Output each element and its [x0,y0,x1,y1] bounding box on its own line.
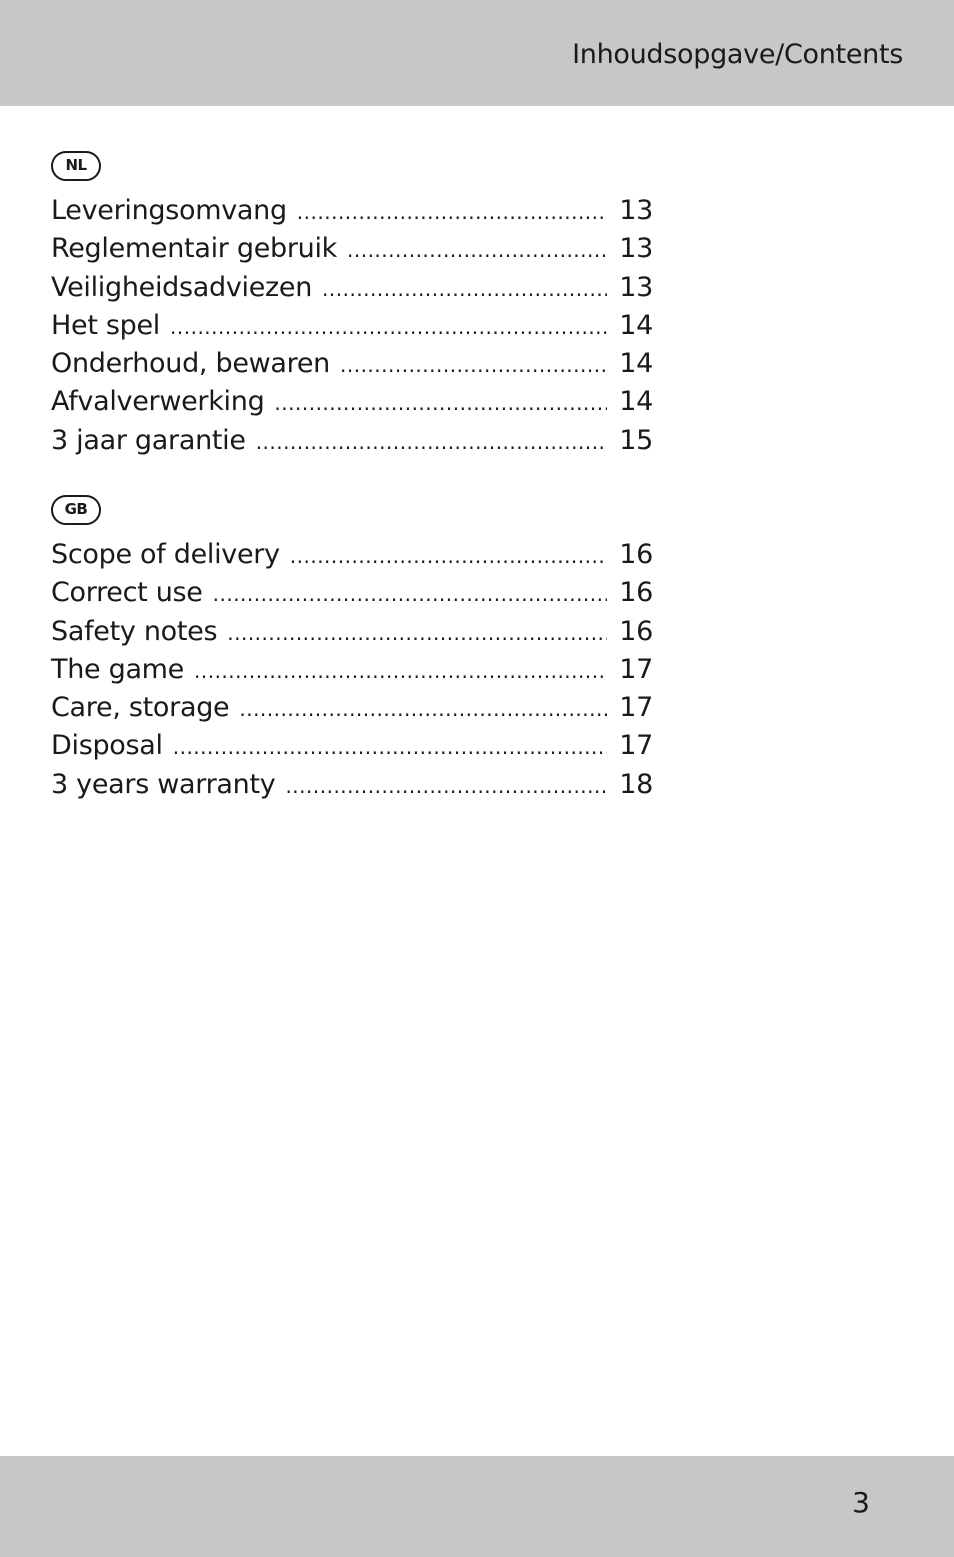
toc-entry-label: 3 jaar garantie [51,424,246,456]
toc-entry-page: 15 [619,424,653,456]
toc-entry-label: The game [51,653,184,685]
toc-dot-leader [347,231,607,269]
toc-dot-leader [274,384,607,422]
toc-entry-label: Correct use [51,577,203,609]
toc-entry-page: 13 [619,271,653,303]
toc-entry-page: 16 [619,577,653,609]
language-badge-gb: GB [51,495,101,525]
toc-entry-label: Safety notes [51,615,218,647]
toc-entry[interactable] [51,766,653,804]
toc-section-gb [51,495,653,804]
toc-entry-label: Afvalverwerking [51,386,265,418]
toc-section-nl [51,151,653,460]
toc-entry-label: Disposal [51,730,163,762]
toc-entry-label: Reglementair gebruik [51,233,337,265]
toc-entry-label: Leveringsomvang [51,195,287,226]
toc-entry-page: 13 [619,195,653,226]
toc-entry-label: 3 years warranty [51,768,276,800]
page-title: Inhoudsopgave/Contents [572,39,903,70]
toc-entry-page: 16 [619,615,653,647]
toc-dot-leader [227,614,607,652]
toc-dot-leader [340,346,607,384]
footer-band [0,1456,954,1557]
toc-entry-label: Het spel [51,309,161,341]
toc-entry[interactable] [51,574,653,612]
toc-dot-leader [213,575,607,613]
toc-entry[interactable] [51,345,653,383]
toc-entry-page: 17 [619,730,653,762]
header-band [0,0,954,106]
language-badge-nl: NL [51,151,101,181]
toc-entry[interactable] [51,613,653,651]
toc-dot-leader [239,690,607,728]
toc-entry-page: 18 [619,768,653,800]
toc-entry-label: Veiligheidsadviezen [51,271,313,303]
toc-entry[interactable] [51,689,653,727]
toc-dot-leader [297,193,607,231]
toc-entry[interactable] [51,651,653,689]
toc-entry[interactable] [51,307,653,345]
toc-entry[interactable] [51,192,653,230]
toc-entry-page: 14 [619,348,653,380]
toc-entry[interactable] [51,383,653,421]
toc-entry[interactable] [51,230,653,268]
toc-dot-leader [256,423,607,461]
toc-dot-leader [290,537,607,575]
toc-dot-leader [285,767,607,805]
toc-dot-leader [173,728,607,766]
toc-dot-leader [322,270,607,308]
toc-entry-page: 16 [619,539,653,570]
toc-entry[interactable] [51,536,653,574]
toc-entry[interactable] [51,269,653,307]
page-number: 3 [852,1486,870,1519]
toc-entry-page: 13 [619,233,653,265]
toc-dot-leader [170,308,607,346]
toc-entry-label: Care, storage [51,692,230,724]
toc-entry-page: 17 [619,692,653,724]
toc-entry[interactable] [51,727,653,765]
toc-entry-label: Scope of delivery [51,539,280,570]
toc-entry-label: Onderhoud, bewaren [51,348,330,380]
toc-entry[interactable] [51,422,653,460]
toc-entry-page: 14 [619,386,653,418]
toc-entry-page: 14 [619,309,653,341]
toc-dot-leader [194,652,607,690]
toc-entry-page: 17 [619,653,653,685]
